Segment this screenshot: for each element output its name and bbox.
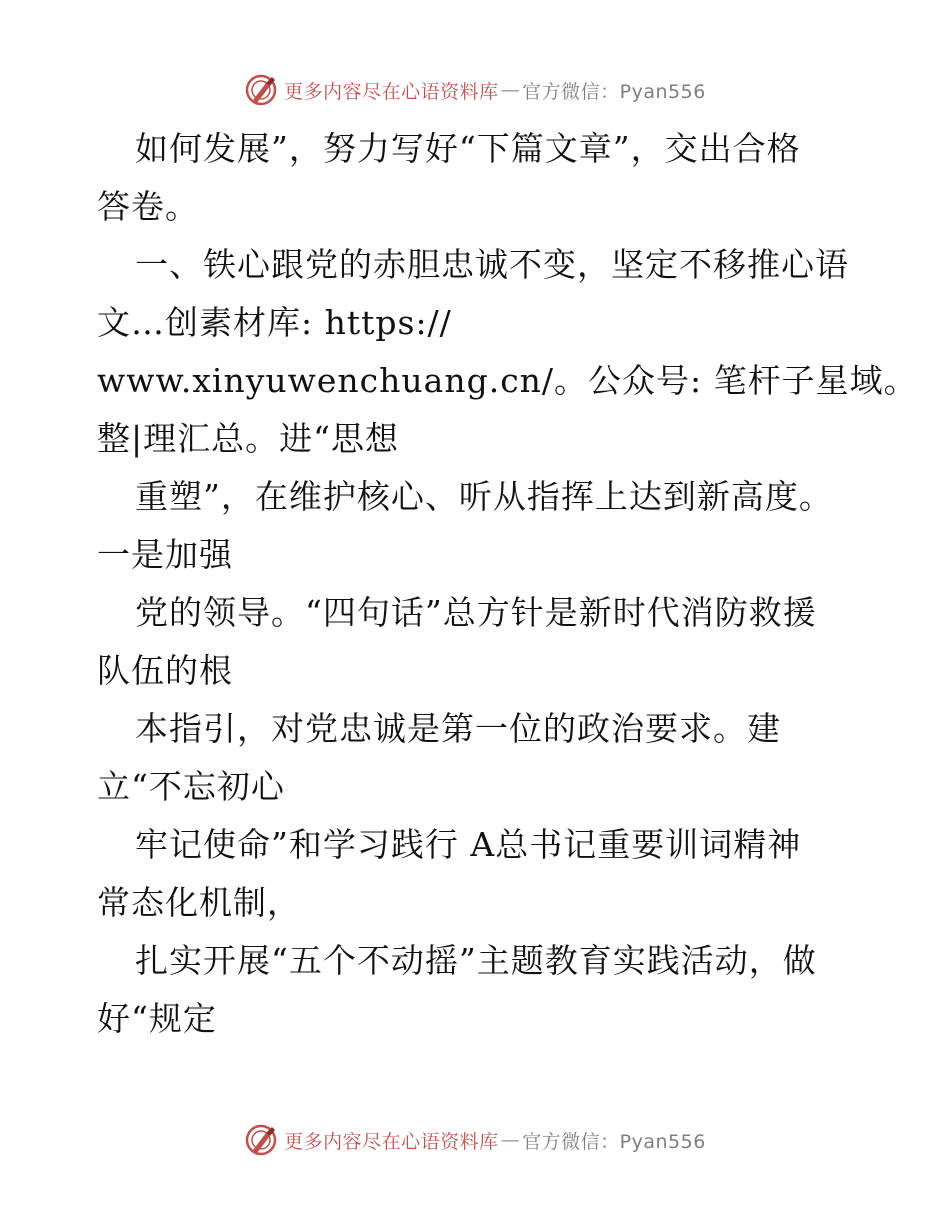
- body-line: 队伍的根: [97, 651, 233, 690]
- footer-banner-text: 更多内容尽在心语资料库: [284, 1130, 499, 1153]
- body-line: 好“规定: [97, 999, 217, 1038]
- body-line: 立“不忘初心: [97, 767, 285, 806]
- footer-banner-separator: —: [500, 1129, 521, 1151]
- header-banner-text: 更多内容尽在心语资料库: [284, 80, 499, 103]
- body-line: 答卷。: [97, 187, 199, 226]
- body-line: 一是加强: [97, 535, 233, 574]
- header-banner-separator: —: [500, 79, 521, 101]
- header-banner: [0, 70, 950, 110]
- pen-logo-icon: [244, 1123, 278, 1157]
- pen-logo-icon: [244, 73, 278, 107]
- document-body: [97, 120, 918, 1048]
- body-line: 党的领导。“四句话”总方针是新时代消防救援: [135, 593, 817, 632]
- body-line: 如何发展”，努力写好“下篇文章”，交出合格: [135, 129, 801, 168]
- body-line: 重塑”，在维护核心、听从指挥上达到新高度。: [135, 477, 833, 516]
- footer-banner: [0, 1120, 950, 1160]
- body-line: 扎实开展“五个不动摇”主题教育实践活动，做: [135, 941, 817, 980]
- body-line: 牢记使命”和学习践行 A总书记重要训词精神: [135, 825, 802, 864]
- footer-banner-wechat: 官方微信：Pyan556: [522, 1130, 706, 1153]
- body-line: 常态化机制，: [97, 883, 301, 922]
- body-line: 一、铁心跟党的赤胆忠诚不变，坚定不移推心语: [135, 245, 849, 284]
- header-banner-wechat: 官方微信：Pyan556: [522, 80, 706, 103]
- body-line: www.xinyuwenchuang.cn/。公众号: 笔杆子星域。: [97, 361, 918, 400]
- body-line: 整|理汇总。进“思想: [97, 419, 399, 458]
- body-line: 文…创素材库: https://: [97, 303, 452, 342]
- body-line: 本指引，对党忠诚是第一位的政治要求。建: [135, 709, 781, 748]
